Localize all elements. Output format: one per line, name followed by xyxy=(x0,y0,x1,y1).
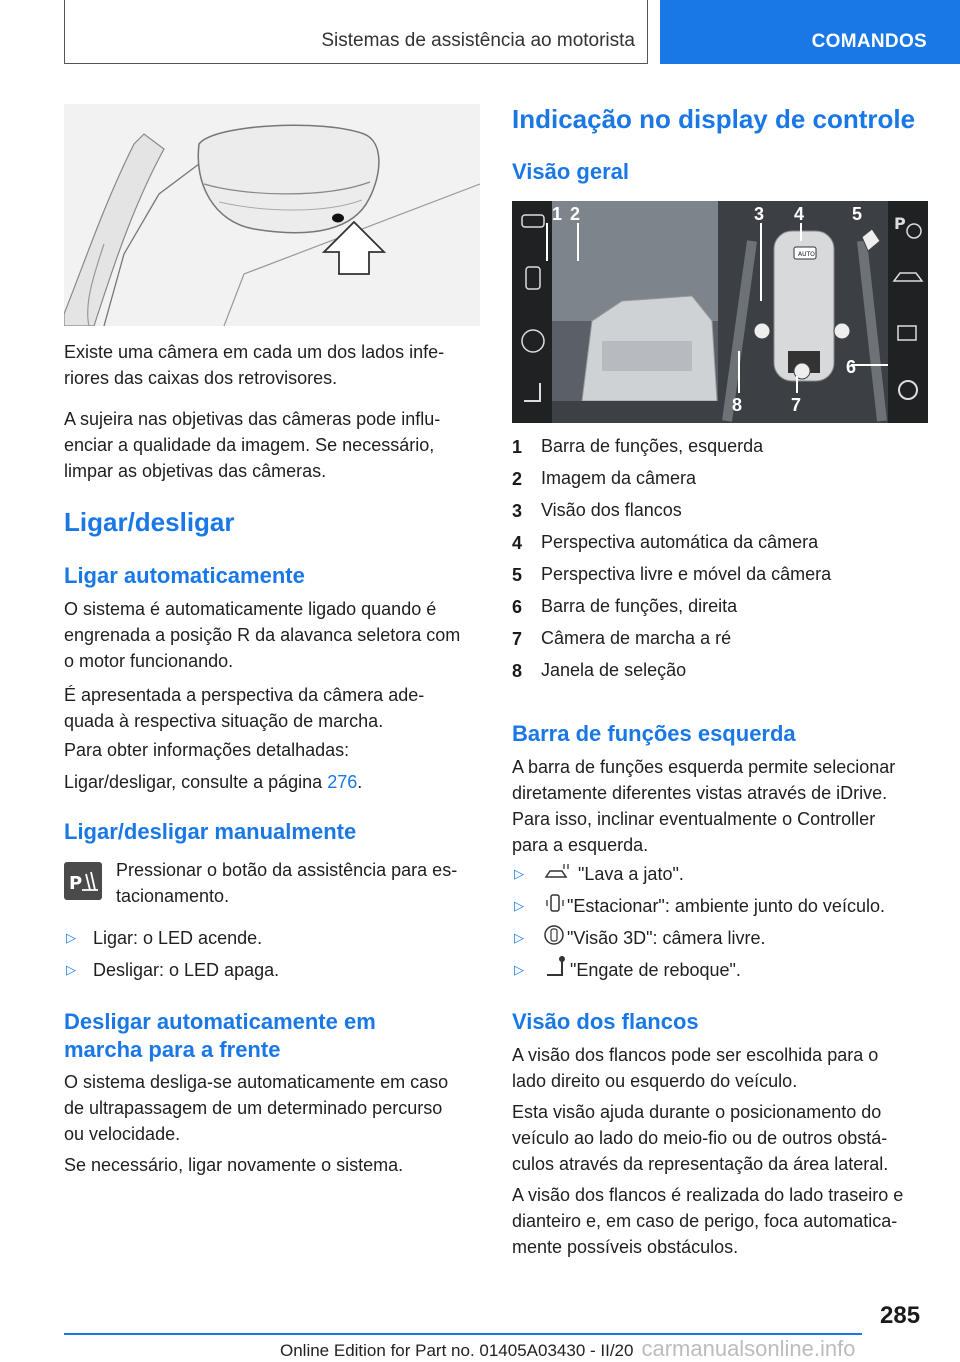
list-item: Barra de funções, direita xyxy=(541,596,738,616)
bullet-icon: ▷ xyxy=(514,930,524,945)
car-wash-icon xyxy=(542,862,572,882)
chapter-tab-label: COMANDOS xyxy=(811,31,927,52)
icon-bullet-estacionar: "Estacionar": ambiente junto do veículo. xyxy=(567,896,885,916)
paragraph-info: Para obter informações detalhadas: xyxy=(64,740,350,760)
paragraph-perspectiva: É apresentada a perspectiva da câmera ade- quada à respectiva situação de marcha. xyxy=(64,685,425,731)
list-number: 2 xyxy=(512,469,523,489)
list-item: Perspectiva automática da câmera xyxy=(541,532,819,552)
list-item: Imagem da câmera xyxy=(541,468,697,488)
paragraph-reference: Ligar/desligar, consulte a página 276. xyxy=(64,772,363,792)
callout-1: 1 xyxy=(552,204,563,224)
bullet-desligar: Desligar: o LED apaga. xyxy=(93,960,280,980)
heading-barra-funcoes: Barra de funções esquerda xyxy=(512,721,796,746)
header-box xyxy=(64,0,648,64)
bullet-icon: ▷ xyxy=(514,898,524,913)
list-item: Visão dos flancos xyxy=(541,500,682,520)
callout-8: 8 xyxy=(732,395,743,415)
paragraph-flancos-1: A visão dos flancos pode ser escolhida para o lado direito ou esquerdo do veículo. xyxy=(512,1045,879,1091)
paragraph-manual: Pressionar o botão da assistência para es- tacionamento. xyxy=(116,860,458,906)
heading-visao-geral: Visão geral xyxy=(512,159,629,184)
list-number: 4 xyxy=(512,533,523,553)
bullet-ligar: Ligar: o LED acende. xyxy=(93,928,263,948)
page-link[interactable]: 276 xyxy=(327,772,358,792)
page-number: 285 xyxy=(880,1302,921,1329)
list-item: Barra de funções, esquerda xyxy=(541,436,764,456)
icon-bullet-engate: "Engate de reboque". xyxy=(570,960,741,980)
mirror-camera-illustration xyxy=(64,104,480,326)
heading-desligar-automaticamente: Desligar automaticamente em marcha para a frente xyxy=(64,1009,376,1062)
parking-assist-button-icon xyxy=(64,862,102,900)
svg-text:P: P xyxy=(69,873,83,894)
heading-ligar-automaticamente: Ligar automaticamente xyxy=(64,563,305,588)
paragraph-auto-off: O sistema desliga-se automaticamente em caso de ultrapassagem de um determinado percurso ou velocidade. xyxy=(64,1072,449,1144)
footer-edition: Online Edition for Part no. 01405A03430 - II/20 carmanualsonline.info xyxy=(280,1336,856,1361)
list-number: 7 xyxy=(512,629,523,649)
svg-text:P: P xyxy=(894,214,906,233)
icon-bullet-visao-3d: "Visão 3D": câmera livre. xyxy=(567,928,766,948)
paragraph-barra: A barra de funções esquerda permite selecionar diretamente diferentes vistas através de iDrive. Para isso, inclinar eventualmente o Controller para a esquerda. xyxy=(512,757,896,855)
list-number: 6 xyxy=(512,597,523,617)
callout-4: 4 xyxy=(794,204,805,224)
heading-ligar-manualmente: Ligar/desligar manualmente xyxy=(64,819,357,844)
heading-indicacao-display: Indicação no display de controle xyxy=(512,104,916,134)
callout-5: 5 xyxy=(852,204,863,224)
paragraph-ligar-novamente: Se necessário, ligar novamente o sistema. xyxy=(64,1155,404,1175)
bullet-icon: ▷ xyxy=(66,962,76,977)
callout-2: 2 xyxy=(570,204,581,224)
paragraph-flancos-2: Esta visão ajuda durante o posicionamento do veículo ao lado do meio-fio ou de outros obstá- culos através da representação da área lateral. xyxy=(512,1102,889,1174)
paragraph-dirt: A sujeira nas objetivas das câmeras pode influ- enciar a qualidade da imagem. Se necessário, limpar as objetivas das câmeras. xyxy=(64,409,441,481)
list-number: 8 xyxy=(512,661,523,681)
callout-6: 6 xyxy=(846,357,857,377)
section-title: Sistemas de assistência ao motorista xyxy=(321,30,635,51)
svg-text:AUTO: AUTO xyxy=(798,251,815,258)
heading-ligar-desligar: Ligar/desligar xyxy=(64,507,235,537)
heading-visao-flancos: Visão dos flancos xyxy=(512,1009,699,1034)
list-number: 5 xyxy=(512,565,523,585)
paragraph-flancos-3: A visão dos flancos é realizada do lado traseiro e dianteiro e, em caso de perigo, foca automatica- mente possíveis obstáculos. xyxy=(512,1185,904,1257)
trailer-hitch-icon xyxy=(544,955,570,979)
callout-7: 7 xyxy=(791,395,802,415)
callout-3: 3 xyxy=(754,204,765,224)
list-item: Perspectiva livre e móvel da câmera xyxy=(541,564,832,584)
view-3d-icon xyxy=(543,924,565,946)
control-display-screenshot xyxy=(512,201,928,423)
watermark: carmanualsonline.info xyxy=(641,1336,856,1361)
bullet-icon: ▷ xyxy=(66,930,76,945)
list-item: Câmera de marcha a ré xyxy=(541,628,732,648)
chapter-tab[interactable] xyxy=(660,0,960,64)
icon-bullet-lava-jato: "Lava a jato". xyxy=(578,864,684,884)
paragraph-auto-on: O sistema é automaticamente ligado quando é engrenada a posição R da alavanca seletora com o motor funcionando. xyxy=(64,599,461,671)
park-surround-icon xyxy=(544,892,566,914)
list-number: 1 xyxy=(512,437,523,457)
bullet-icon: ▷ xyxy=(514,962,524,977)
list-number: 3 xyxy=(512,501,523,521)
bullet-icon: ▷ xyxy=(514,866,524,881)
paragraph-camera-location: Existe uma câmera em cada um dos lados infe- riores das caixas dos retrovisores. xyxy=(64,342,445,388)
footer-divider xyxy=(64,1333,862,1335)
list-item: Janela de seleção xyxy=(541,660,687,680)
